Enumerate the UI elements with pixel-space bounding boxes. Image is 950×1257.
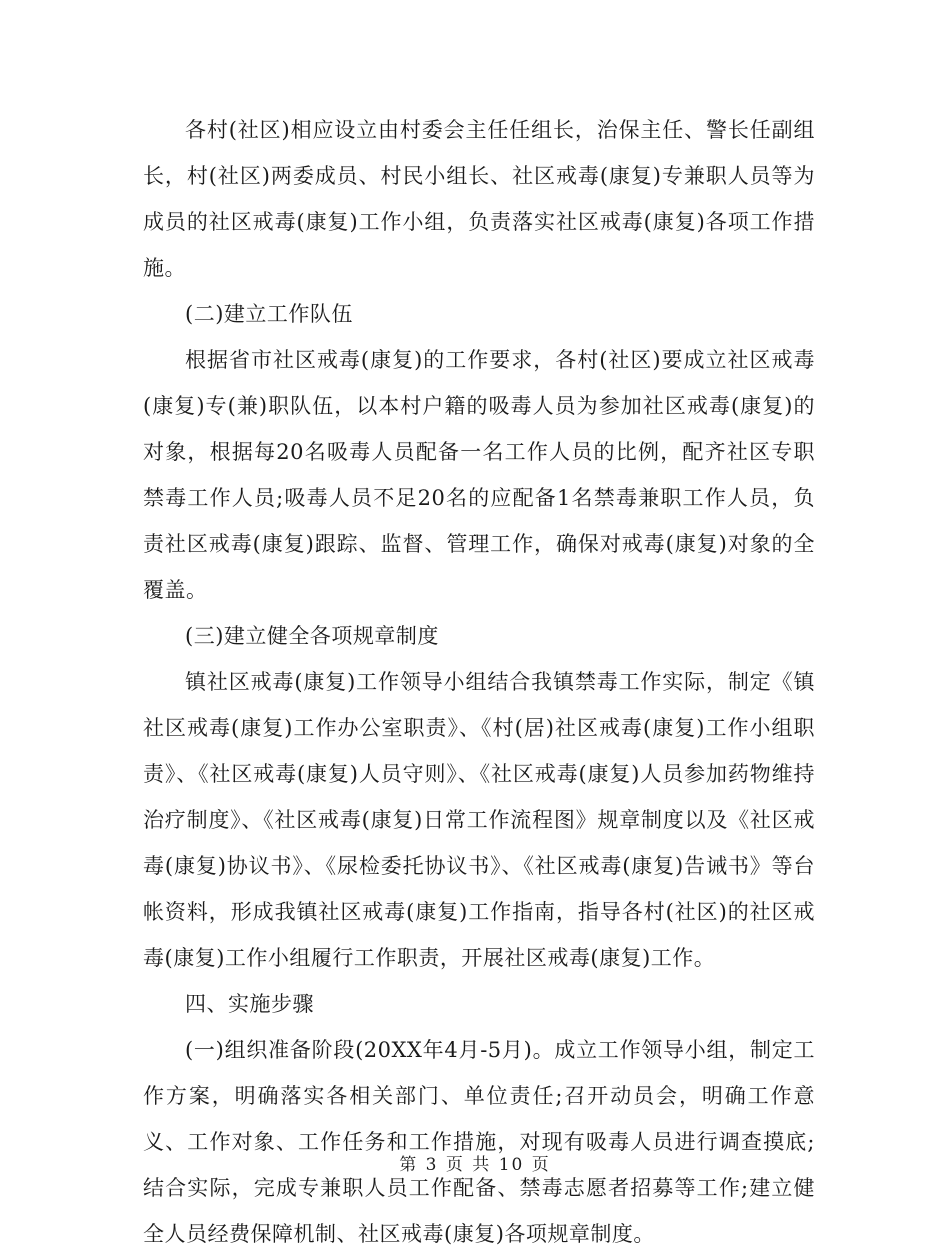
heading-build-team: (二)建立工作队伍 — [185, 302, 353, 326]
paragraph-working-group: 各村(社区)相应设立由村委会主任任组长，治保主任、警长任副组长，村(社区)两委成员、村民小组长、社区戒毒(康复)专兼职人员等为成员的社区戒毒(康复)工作小组，负责落实社区戒毒(康复)各项工作措施。 — [143, 118, 815, 280]
heading-regulations: (三)建立健全各项规章制度 — [185, 624, 439, 648]
page-number-footer: 第 3 页 共 10 页 — [399, 1155, 551, 1175]
heading-implementation-steps: 四、实施步骤 — [185, 992, 314, 1016]
document-body — [143, 107, 815, 1257]
paragraph-team-requirements: 根据省市社区戒毒(康复)的工作要求，各村(社区)要成立社区戒毒(康复)专(兼)职队伍，以本村户籍的吸毒人员为参加社区戒毒(康复)的对象，根据每20名吸毒人员配备一名工作人员的比例，配齐社区专职禁毒工作人员;吸毒人员不足20名的应配备1名禁毒兼职工作人员，负责社区戒毒(康复)跟踪、监督、管理工作，确保对戒毒(康复)对象的全覆盖。 — [143, 348, 815, 602]
paragraph-preparation-stage: (一)组织准备阶段(20XX年4月-5月)。成立工作领导小组，制定工作方案，明确落实各相关部门、单位责任;召开动员会，明确工作意义、工作对象、工作任务和工作措施，对现有吸毒人员进行调查摸底;结合实际，完成专兼职人员工作配备、禁毒志愿者招募等工作;建立健全人员经费保障机制、社区戒毒(康复)各项规章制度。 — [143, 1038, 815, 1246]
paragraph-regulations: 镇社区戒毒(康复)工作领导小组结合我镇禁毒工作实际，制定《镇社区戒毒(康复)工作办公室职责》、《村(居)社区戒毒(康复)工作小组职责》、《社区戒毒(康复)人员守则》、《社区戒毒(康复)人员参加药物维持治疗制度》、《社区戒毒(康复)日常工作流程图》规章制度以及《社区戒毒(康复)协议书》、《尿检委托协议书》、《社区戒毒(康复)告诫书》等台帐资料，形成我镇社区戒毒(康复)工作指南，指导各村(社区)的社区戒毒(康复)工作小组履行工作职责，开展社区戒毒(康复)工作。 — [143, 670, 815, 970]
